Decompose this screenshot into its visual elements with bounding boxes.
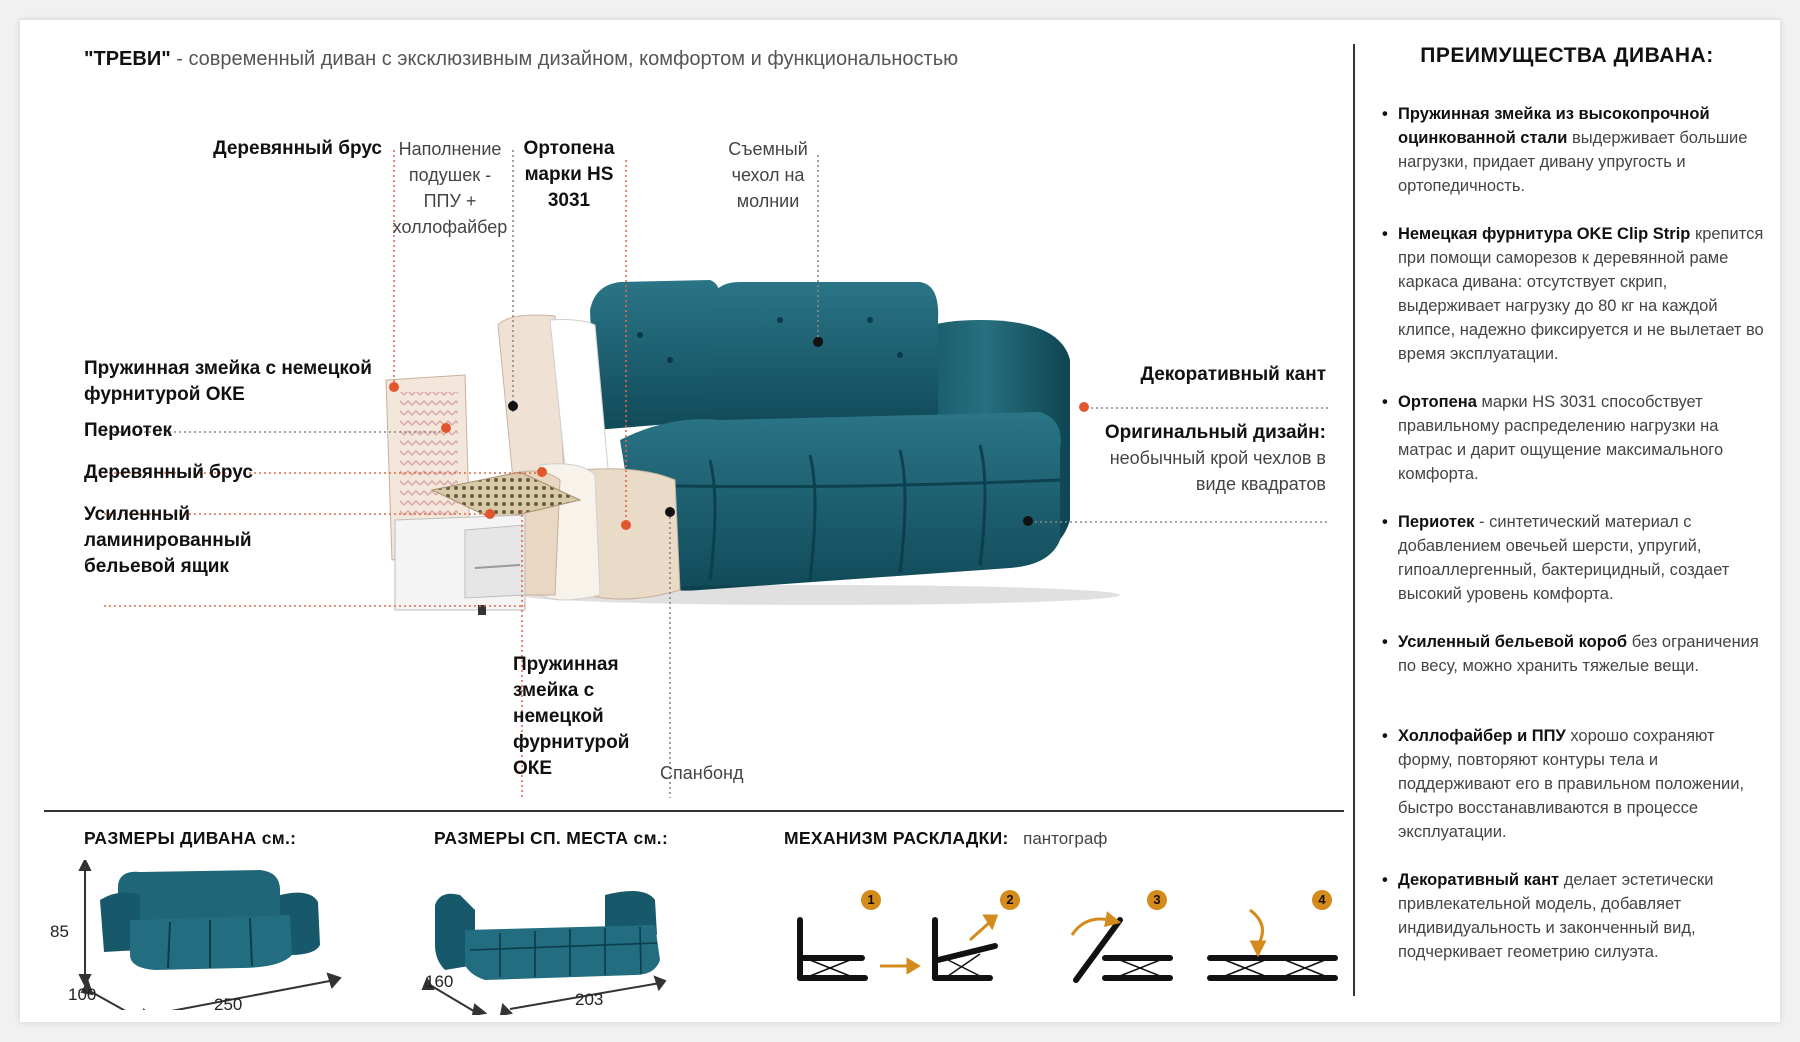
product-subtitle: - современный диван с эксклюзивным дизайном, комфортом и функциональностью <box>170 48 959 70</box>
sofa-dimensions-heading: РАЗМЕРЫ ДИВАНА см.: <box>84 828 297 848</box>
label-decor-edge: Декоративный кант <box>1140 364 1326 385</box>
advantage-item: • Периотек - синтетический материал с добавлением овечьей шерсти, упругий, гипоаллергенный, бактерицидный, создает высокий уровень комфорта. <box>1382 513 1730 603</box>
label-wood-beam-top: Деревянный брус <box>213 138 382 159</box>
advantages-heading: ПРЕИМУЩЕСТВА ДИВАНА: <box>1420 44 1714 67</box>
bed-dimensions-heading: РАЗМЕРЫ СП. МЕСТА см.: <box>434 828 669 848</box>
label-removable-cover: Съемный чехол на молнии <box>728 139 808 211</box>
advantage-item: • Немецкая фурнитура OKE Clip Strip крепится при помощи саморезов к деревянной раме каркаса дивана: отсутствует скрип, выдерживает нагрузку до 80 кг на каждой клипсе, надежно фиксируется и не вылетает во время эксплуатации. <box>1382 225 1764 363</box>
label-orthopena: Ортопена марки HS 3031 <box>523 138 615 211</box>
label-pillow-filling: Наполнение подушек - ППУ + холлофайбер <box>392 139 508 237</box>
sofa-seat <box>620 412 1061 591</box>
advantage-item: • Холлофайбер и ППУ хорошо сохраняют форму, повторяют контуры тела и поддерживают его в правильном положении, быстро восстанавливаются в процессе эксплуатации. <box>1382 727 1745 841</box>
bed-dimensions-diagram <box>415 875 715 1015</box>
mechanism-value: пантограф <box>1023 829 1108 848</box>
column-divider <box>1353 44 1355 996</box>
mechanism-heading: МЕХАНИЗМ РАСКЛАДКИ: <box>784 828 1009 848</box>
label-periotek: Периотек <box>84 420 173 441</box>
label-wood-beam-left: Деревянный брус <box>84 462 253 483</box>
sofa-dimensions-diagram <box>60 860 360 1010</box>
advantage-item: • Усиленный бельевой короб без ограничения по весу, можно хранить тяжелые вещи. <box>1382 633 1759 675</box>
section-divider <box>44 810 1344 812</box>
advantage-item: • Пружинная змейка из высокопрочной оцинкованной стали выдерживает большие нагрузки, придает дивану упругость и ортопедичность. <box>1382 105 1748 195</box>
sofa-width-value: 250 <box>214 995 243 1014</box>
back-cushion-right <box>710 282 938 425</box>
back-cushion-left <box>590 280 721 430</box>
step-badge-3: 3 <box>1147 890 1167 910</box>
sofa-depth-value: 100 <box>68 985 97 1004</box>
infographic-card <box>20 20 1780 1022</box>
bed-depth-value: 160 <box>425 972 454 991</box>
label-original-design-text: необычный крой чехлов в виде квадратов <box>1109 448 1326 494</box>
label-original-design-title: Оригинальный дизайн: <box>1104 422 1326 443</box>
label-spanbond: Спанбонд <box>660 763 744 783</box>
advantage-item: • Декоративный кант делает эстетически привлекательной модель, добавляет индивидуальность и законченный вид, подчеркивает геометрию силуэта. <box>1382 871 1714 961</box>
label-storage-box: Усиленный ламинированный бельевой ящик <box>84 504 252 577</box>
label-spring-snake-left: Пружинная змейка с немецкой фурнитурой ОКЕ <box>84 358 372 405</box>
step-badge-1: 1 <box>861 890 881 910</box>
label-spring-snake-bottom: Пружинная змейка с немецкой фурнитурой ОКЕ <box>513 654 630 779</box>
mechanism-row <box>784 828 1107 849</box>
product-name: "ТРЕВИ" <box>84 48 171 70</box>
bed-width-value: 203 <box>575 990 604 1009</box>
advantage-item: • Ортопена марки HS 3031 способствует правильному распределению нагрузки на матрас и дарит ощущение максимального комфорта. <box>1382 393 1724 483</box>
sofa-height-value: 85 <box>50 922 69 941</box>
step-badge-4: 4 <box>1312 890 1332 910</box>
step-badge-2: 2 <box>1000 890 1020 910</box>
